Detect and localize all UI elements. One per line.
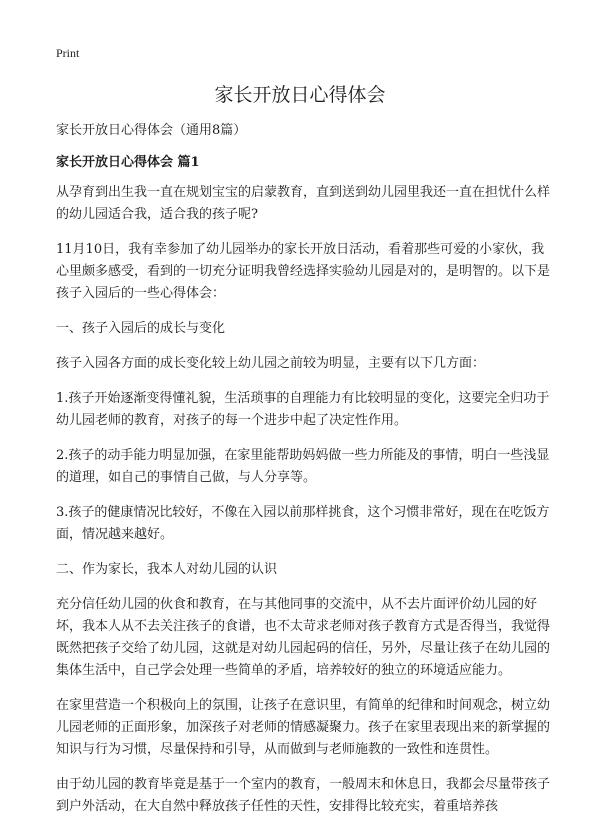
print-link[interactable]: Print — [56, 46, 80, 60]
page-title: 家长开放日心得体会 — [214, 84, 386, 106]
paragraph: 从孕育到出生我一直在规划宝宝的启蒙教育，直到送到幼儿园里我还一直在担忧什么样的幼儿园适合我，适合我的孩子呢? — [56, 185, 551, 222]
list-item: 3.孩子的健康情况比较好，不像在入园以前那样挑食，这个习惯非常好，现在在吃饭方面，情况越来越好。 — [56, 505, 550, 542]
paragraph: 11月10日，我有幸参加了幼儿园举办的家长开放日活动，看着那些可爱的小家伙，我心里颇多感受，看到的一切充分证明我曾经选择实验幼儿园是对的，是明智的。以下是孩子入园后的一些心得体会： — [56, 242, 551, 301]
article-body — [56, 120, 550, 831]
paragraph: 由于幼儿园的教育毕竟是基于一个室内的教育，一般周末和休息日，我都会尽量带孩子到户外活动，在大自然中释放孩子任性的天性，安排得比较充实，着重培养孩 — [56, 777, 551, 814]
paragraph: 孩子入园各方面的成长变化较上幼儿园之前较为明显，主要有以下几方面： — [56, 356, 486, 371]
article-heading: 家长开放日心得体会 篇1 — [56, 155, 200, 170]
section-heading: 一、孩子入园后的成长与变化 — [56, 321, 226, 336]
article-subtitle: 家长开放日心得体会（通用8篇） — [56, 123, 247, 138]
list-item: 1.孩子开始逐渐变得懂礼貌，生活琐事的自理能力有比较明显的变化，这要完全归功于幼儿园老师的教育，对孩子的每一个进步中起了决定性作用。 — [56, 391, 550, 428]
paragraph: 在家里营造一个积极向上的氛围，让孩子在意识里，有简单的纪律和时间观念，树立幼儿园老师的正面形象，加深孩子对老师的情感凝聚力。孩子在家里表现出来的新掌握的知识与行为习惯，尽量保持和引导，从而做到与老师施教的一致性和连贯性。 — [56, 698, 551, 757]
list-item: 2.孩子的动手能力明显加强，在家里能帮助妈妈做一些力所能及的事情，明白一些浅显的道理，如自己的事情自己做，与人分享等。 — [56, 448, 550, 485]
section-heading: 二、作为家长，我本人对幼儿园的认识 — [56, 562, 278, 577]
paragraph: 充分信任幼儿园的伙食和教育，在与其他同事的交流中，从不去片面评价幼儿园的好坏，我本人从不去关注孩子的食谱，也不太苛求老师对孩子教育方式是否得当，我觉得既然把孩子交给了幼儿园，这就是对幼儿园起码的信任，另外，尽量让孩子在幼儿园的集体生活中，自己学会处理一些简单的矛盾，培养较好的独立的环境适应能力。 — [56, 597, 551, 678]
